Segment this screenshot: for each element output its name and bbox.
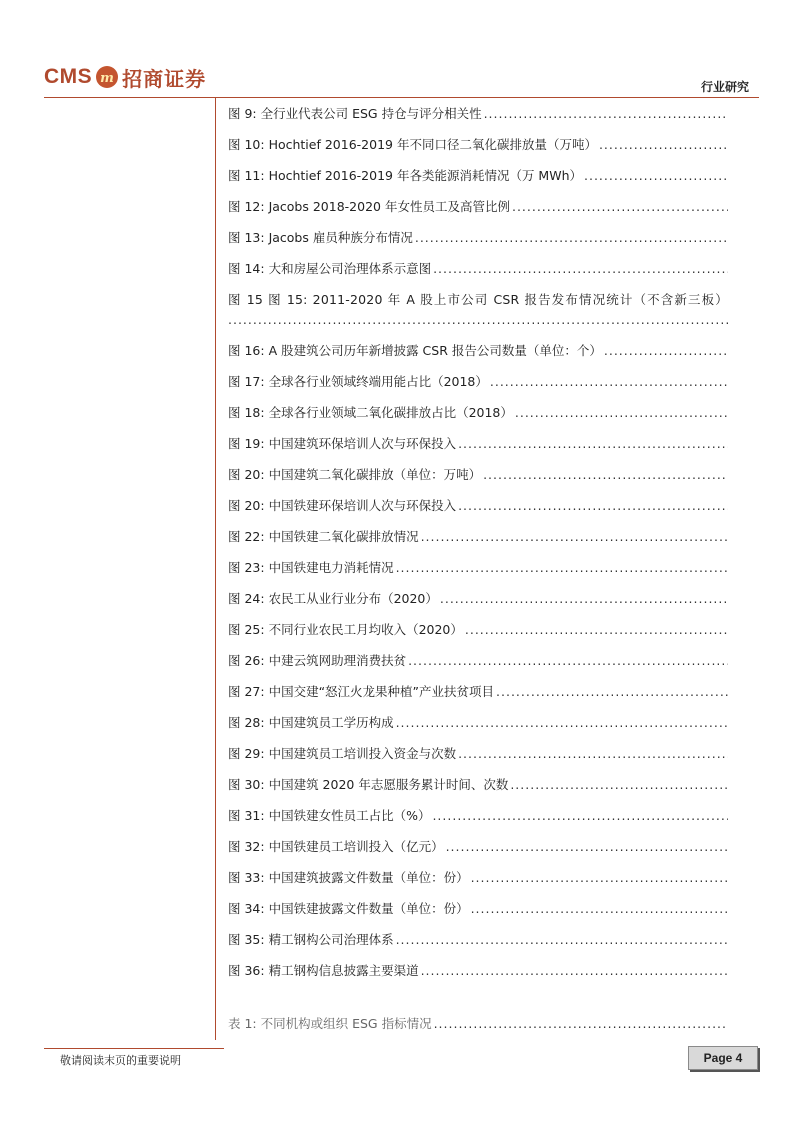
logo-latin-text: CMS xyxy=(44,65,93,88)
toc-entry[interactable]: 图 29: 中国建筑员工培训投入资金与次数 ..... xyxy=(228,744,728,764)
toc-entry[interactable]: 图 22: 中国铁建二氧化碳排放情况 ..... xyxy=(228,527,728,547)
toc-entry[interactable]: 图 33: 中国建筑披露文件数量（单位：份） ..... xyxy=(228,868,728,888)
page-number: Page 4 xyxy=(688,1046,758,1070)
toc-table-entry[interactable]: 表 1: 不同机构或组织 ESG 指标情况 ..... xyxy=(228,1014,728,1034)
toc-entry[interactable]: 图 19: 中国建筑环保培训人次与环保投入 ..... xyxy=(228,434,728,454)
leader-dots xyxy=(484,104,728,124)
leader-dots xyxy=(408,651,728,671)
leader-dots xyxy=(496,682,728,702)
footer-divider xyxy=(44,1048,224,1049)
toc-entry[interactable]: 图 31: 中国铁建女性员工占比（%） ..... xyxy=(228,806,728,826)
toc-entry[interactable]: 图 12: Jacobs 2018-2020 年女性员工及高管比例 ..... xyxy=(228,197,728,217)
toc-entry[interactable]: 图 23: 中国铁建电力消耗情况 ..... xyxy=(228,558,728,578)
leader-dots xyxy=(584,166,728,186)
leader-dots xyxy=(433,259,728,279)
leader-dots xyxy=(396,558,728,578)
leader-dots xyxy=(421,961,728,981)
toc-entry[interactable]: 图 27: 中国交建“怒江火龙果种植”产业扶贫项目 ..... xyxy=(228,682,728,702)
leader-dots xyxy=(458,496,728,516)
leader-dots xyxy=(458,744,728,764)
header-divider xyxy=(44,97,759,98)
toc-entry[interactable]: 图 18: 全球各行业领域二氧化碳排放占比（2018） ..... xyxy=(228,403,728,423)
toc-entry[interactable]: 图 26: 中建云筑网助理消费扶贫 ..... xyxy=(228,651,728,671)
toc-entry[interactable]: 图 34: 中国铁建披露文件数量（单位：份） ..... xyxy=(228,899,728,919)
toc-entry[interactable]: 图 25: 不同行业农民工月均收入（2020） ..... xyxy=(228,620,728,640)
leader-dots xyxy=(515,403,728,423)
toc-entry[interactable]: 图 28: 中国建筑员工学历构成 ..... xyxy=(228,713,728,733)
leader-dots xyxy=(510,775,728,795)
toc-entry[interactable]: 图 24: 农民工从业行业分布（2020） ..... xyxy=(228,589,728,609)
leader-dots xyxy=(512,197,728,217)
leader-dots xyxy=(465,620,728,640)
leader-dots xyxy=(599,135,728,155)
leader-dots xyxy=(396,930,728,950)
toc-entry[interactable]: 图 10: Hochtief 2016-2019 年不同口径二氧化碳排放量（万吨） ..... xyxy=(228,135,728,155)
toc-entry[interactable]: 图 35: 精工钢构公司治理体系 ..... xyxy=(228,930,728,950)
leader-dots xyxy=(446,837,728,857)
logo-badge-icon xyxy=(96,66,118,88)
toc-entry[interactable]: 图 13: Jacobs 雇员种族分布情况 ..... xyxy=(228,228,728,248)
toc-entry[interactable]: 图 20: 中国建筑二氧化碳排放（单位：万吨） ..... xyxy=(228,465,728,485)
leader-dots xyxy=(228,310,728,334)
leader-dots xyxy=(434,1014,728,1034)
toc-entry[interactable]: 图 15 图 15: 2011-2020 年 A 股上市公司 CSR 报告发布情况统计（不含新三板） ..... xyxy=(228,290,728,334)
footer-notice: 敬请阅读末页的重要说明 xyxy=(60,1054,181,1067)
leader-dots xyxy=(440,589,728,609)
vertical-divider xyxy=(215,97,216,1040)
toc-entry[interactable]: 图 36: 精工钢构信息披露主要渠道 ..... xyxy=(228,961,728,981)
toc-entry[interactable]: 图 20: 中国铁建环保培训人次与环保投入 ..... xyxy=(228,496,728,516)
toc-entry[interactable]: 图 9: 全行业代表公司 ESG 持仓与评分相关性 ..... xyxy=(228,104,728,124)
toc-entry[interactable]: 图 32: 中国铁建员工培训投入（亿元） ..... xyxy=(228,837,728,857)
leader-dots xyxy=(415,228,728,248)
leader-dots xyxy=(490,372,728,392)
leader-dots xyxy=(483,465,728,485)
toc-entry[interactable]: 图 17: 全球各行业领域终端用能占比（2018） ..... xyxy=(228,372,728,392)
leader-dots xyxy=(471,899,728,919)
logo-chinese-text: 招商证券 xyxy=(122,66,207,91)
leader-dots xyxy=(458,434,728,454)
leader-dots xyxy=(604,341,728,361)
toc-entry[interactable]: 图 30: 中国建筑 2020 年志愿服务累计时间、次数 ..... xyxy=(228,775,728,795)
company-logo xyxy=(44,60,206,94)
leader-dots xyxy=(421,527,728,547)
leader-dots xyxy=(432,806,728,826)
svg-text:m: m xyxy=(100,71,115,84)
toc-entry[interactable]: 图 16: A 股建筑公司历年新增披露 CSR 报告公司数量（单位：个） ..... xyxy=(228,341,728,361)
toc-entry[interactable]: 图 11: Hochtief 2016-2019 年各类能源消耗情况（万 MWh） ..... xyxy=(228,166,728,186)
toc-entry[interactable]: 图 14: 大和房屋公司治理体系示意图 ..... xyxy=(228,259,728,279)
leader-dots xyxy=(396,713,728,733)
section-title: 行业研究 xyxy=(700,80,749,94)
leader-dots xyxy=(471,868,728,888)
